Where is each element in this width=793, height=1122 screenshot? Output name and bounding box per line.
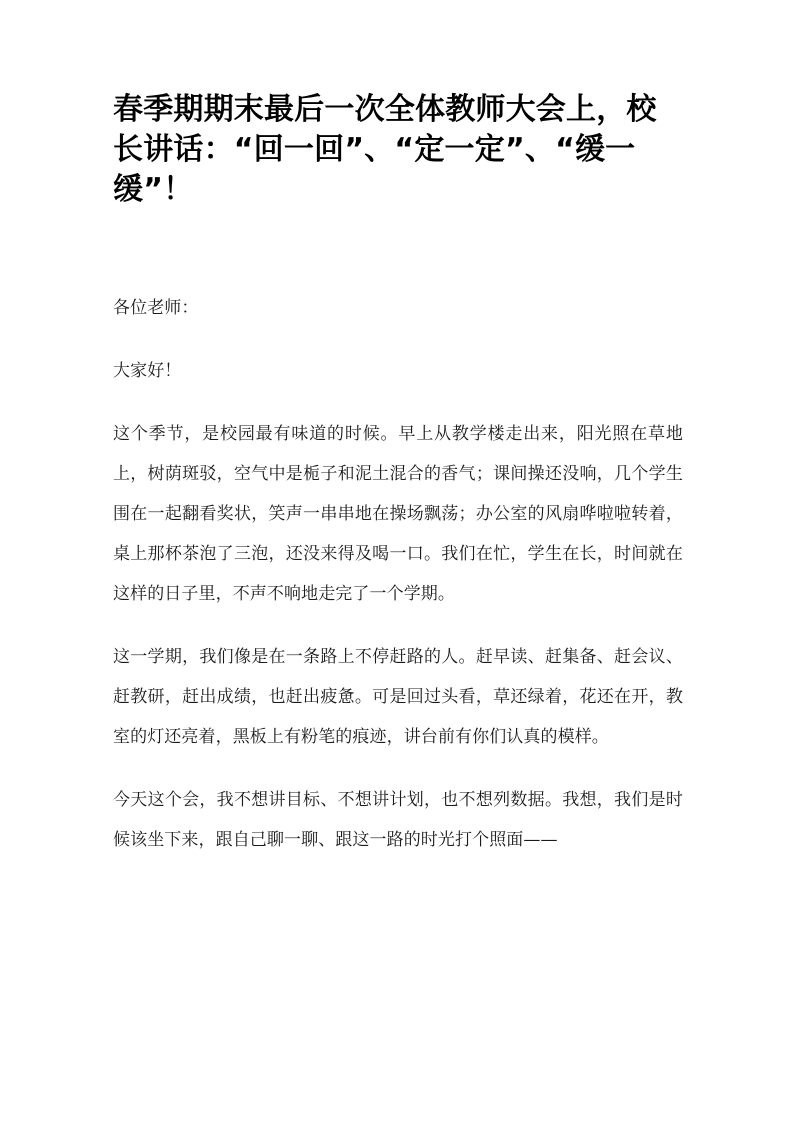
paragraph-body-3: 今天这个会，我不想讲目标、不想讲计划，也不想列数据。我想，我们是时候该坐下来，跟自己聊一聊、跟这一路的时光打个照面——: [113, 790, 683, 850]
document-content: [113, 90, 683, 860]
paragraph-salutation: 各位老师：: [113, 298, 199, 318]
title-spacer: [113, 210, 683, 288]
paragraph-body-2: 这一学期，我们像是在一条路上不停赶路的人。赶早读、赶集备、赶会议、赶教研，赶出成绩，也赶出疲惫。可是回过头看，草还绿着，花还在开，教室的灯还亮着，黑板上有粉笔的痕迹，讲台前有你们认真的模样。: [113, 647, 683, 747]
page-title: 春季期期末最后一次全体教师大会上，校长讲话：“回一回”、“定一定”、“缓一缓”！: [113, 92, 657, 207]
paragraph-greeting: 大家好！: [113, 361, 182, 381]
paragraph-body-1: 这个季节，是校园最有味道的时候。早上从教学楼走出来，阳光照在草地上，树荫斑驳，空气中是栀子和泥土混合的香气；课间操还没响，几个学生围在一起翻看奖状，笑声一串串地在操场飘荡；办公室的风扇哗啦啦转着，桌上那杯茶泡了三泡，还没来得及喝一口。我们在忙，学生在长，时间就在这样的日子里，不声不响地走完了一个学期。: [113, 424, 683, 604]
